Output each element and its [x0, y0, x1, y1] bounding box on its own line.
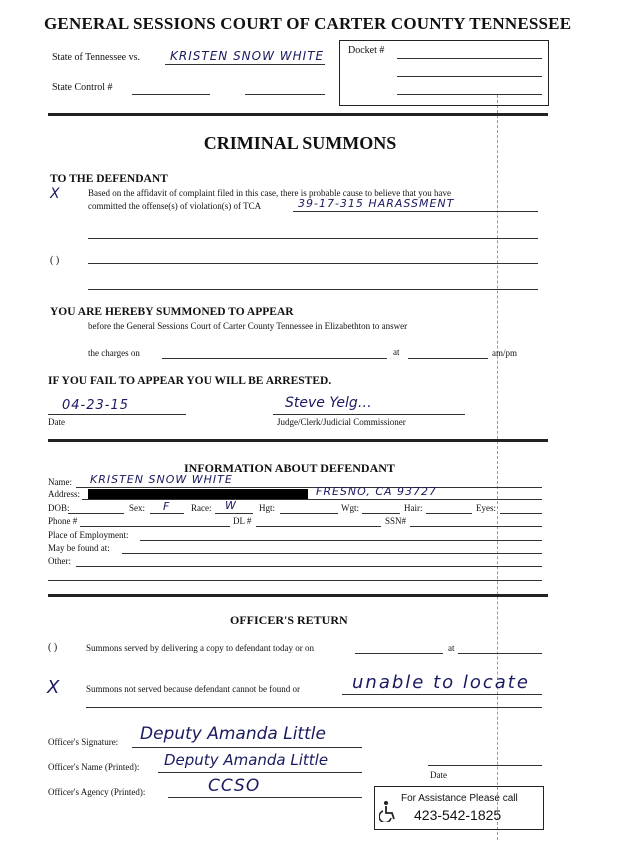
at-label: at: [393, 347, 400, 357]
date-line: [48, 414, 186, 415]
state-control-label: State Control #: [52, 82, 113, 93]
hair-line: [426, 513, 472, 514]
date-label: Date: [48, 417, 65, 427]
dob-line: [68, 513, 124, 514]
affidavit-text-2: committed the offense(s) of violation(s) of TCA: [88, 201, 262, 211]
officer-return-heading: OFFICER'S RETURN: [230, 613, 348, 627]
name-value: KRISTEN SNOW WHITE: [90, 473, 233, 486]
sex-value: F: [163, 500, 170, 513]
judge-signature-line: [273, 414, 465, 415]
phone-label: Phone #: [48, 516, 78, 526]
state-control-line-2: [245, 94, 325, 95]
appear-heading: YOU ARE HEREBY SUMMONED TO APPEAR: [50, 306, 294, 318]
docket-line-1: [397, 58, 542, 59]
charges-label: the charges on: [88, 348, 140, 358]
court-title: GENERAL SESSIONS COURT OF CARTER COUNTY TENNESSEE: [44, 14, 572, 33]
hair-label: Hair:: [404, 503, 423, 513]
served-text: Summons served by delivering a copy to defendant today or on: [86, 643, 314, 653]
ssn-label: SSN#: [385, 516, 407, 526]
arrest-warning: IF YOU FAIL TO APPEAR YOU WILL BE ARRESTED.: [48, 375, 332, 387]
officer-agency-value: CCSO: [208, 776, 261, 796]
officer-signature-line: [132, 747, 362, 748]
wgt-label: Wgt:: [341, 503, 359, 513]
served-at-label: at: [448, 643, 455, 653]
scan-artifact-line: [497, 95, 498, 840]
employment-line: [140, 540, 542, 541]
defendant-name-line: [165, 64, 325, 65]
officer-name-line: [158, 772, 362, 773]
sex-line: [150, 513, 184, 514]
summons-date-value: 04-23-15: [62, 398, 130, 413]
race-line: [215, 513, 253, 514]
state-vs-label: State of Tennessee vs.: [52, 52, 140, 63]
eyes-line: [500, 513, 542, 514]
officer-name-label: Officer's Name (Printed):: [48, 762, 140, 772]
dl-label: DL #: [233, 516, 252, 526]
officer-name-value: Deputy Amanda Little: [164, 751, 329, 769]
name-line: [76, 487, 542, 488]
officer-date-line: [428, 765, 542, 766]
defendant-name-header: KRISTEN SNOW WHITE: [170, 49, 325, 63]
charges-date-line: [162, 358, 387, 359]
not-served-text: Summons not served because defendant cannot be found or: [86, 684, 300, 694]
info-divider: [48, 594, 548, 597]
not-served-line-2: [86, 707, 542, 708]
sex-label: Sex:: [129, 503, 146, 513]
offense-line-3: [88, 263, 538, 264]
race-value: W: [225, 499, 236, 512]
served-date-line: [355, 653, 443, 654]
phone-line: [80, 526, 230, 527]
officer-signature-label: Officer's Signature:: [48, 737, 119, 747]
other-line-2: [48, 580, 542, 581]
charges-time-line: [408, 358, 488, 359]
employment-label: Place of Employment:: [48, 530, 129, 540]
hgt-line: [280, 513, 338, 514]
docket-line-2: [397, 76, 542, 77]
affidavit-text-1: Based on the affidavit of complaint filed in this case, there is probable cause to believe that you have: [88, 188, 451, 198]
wgt-line: [362, 513, 400, 514]
docket-label: Docket #: [348, 45, 385, 56]
judge-label: Judge/Clerk/Judicial Commissioner: [277, 417, 406, 427]
document-title: CRIMINAL SUMMONS: [203, 133, 397, 153]
other-line: [76, 566, 542, 567]
eyes-label: Eyes:: [476, 503, 496, 513]
officer-agency-label: Officer's Agency (Printed):: [48, 787, 146, 797]
state-control-line: [132, 94, 210, 95]
appear-text: before the General Sessions Court of Carter County Tennessee in Elizabethton to answer: [88, 321, 408, 331]
offense-value: 39-17-315 HARASSMENT: [298, 197, 455, 210]
hgt-label: Hgt:: [259, 503, 276, 513]
officer-date-label: Date: [430, 770, 447, 780]
officer-signature-value: Deputy Amanda Little: [140, 724, 326, 744]
docket-line-3: [397, 94, 542, 95]
wheelchair-icon: [379, 800, 399, 822]
offense-line-2: [88, 238, 538, 239]
not-served-reason: unable to locate: [352, 672, 530, 693]
dl-line: [256, 526, 381, 527]
officer-check-1: ( ): [48, 642, 58, 653]
check-mark-offense: X: [50, 186, 60, 202]
officer-agency-line: [168, 797, 362, 798]
served-time-line: [458, 653, 542, 654]
assistance-text: For Assistance Please call: [401, 793, 518, 804]
judge-signature: Steve Yelg…: [285, 395, 372, 411]
ampm-label: am/pm: [492, 348, 517, 358]
address-line: [82, 499, 542, 500]
assistance-phone: 423-542-1825: [414, 807, 502, 823]
ssn-line: [410, 526, 542, 527]
address-city-value: FRESNO, CA 93727: [316, 485, 438, 498]
to-defendant-heading: TO THE DEFENDANT: [50, 173, 168, 185]
officer-check-2: X: [47, 677, 60, 698]
header-divider: [48, 113, 548, 116]
offense-line: [293, 211, 538, 212]
other-label: Other:: [48, 556, 71, 566]
address-label: Address:: [48, 489, 80, 499]
check-box-2: ( ): [50, 255, 60, 266]
name-label: Name:: [48, 477, 72, 487]
offense-line-4: [88, 289, 538, 290]
found-label: May be found at:: [48, 543, 110, 553]
race-label: Race:: [191, 503, 212, 513]
appear-divider: [48, 439, 548, 442]
found-line: [122, 553, 542, 554]
info-heading: INFORMATION ABOUT DEFENDANT: [184, 461, 395, 475]
not-served-line: [342, 694, 542, 695]
dob-label: DOB:: [48, 503, 70, 513]
